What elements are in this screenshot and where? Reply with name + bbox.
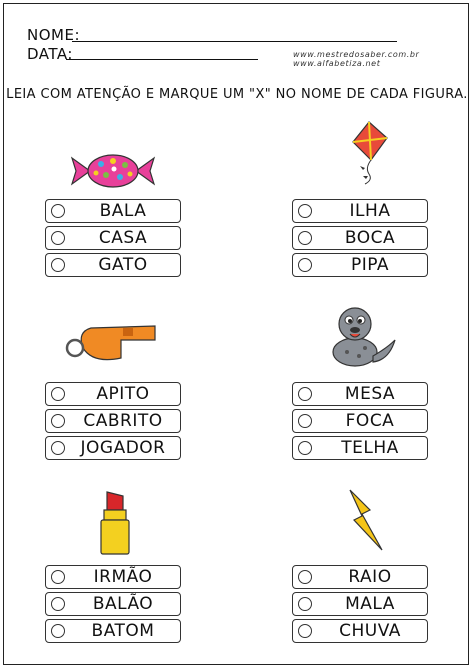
option-casa[interactable] xyxy=(45,226,181,250)
option-label: CABRITO xyxy=(83,411,163,431)
kite-icon xyxy=(335,120,395,188)
site-url-1: www.mestredosaber.com.br xyxy=(293,50,420,59)
date-label: DATA: xyxy=(27,45,73,63)
option-label: BALA xyxy=(99,201,147,221)
lipstick-icon xyxy=(98,490,132,556)
option-label: CASA xyxy=(98,228,148,248)
radio-circle[interactable] xyxy=(51,414,65,428)
name-label: NOME: xyxy=(27,26,81,44)
exercise-seal xyxy=(292,382,428,463)
option-label: BALÃO xyxy=(92,594,154,614)
radio-circle[interactable] xyxy=(298,441,312,455)
radio-circle[interactable] xyxy=(298,387,312,401)
seal-icon xyxy=(325,300,397,372)
option-label: ILHA xyxy=(349,201,391,221)
radio-circle[interactable] xyxy=(51,441,65,455)
option-gato[interactable] xyxy=(45,253,181,277)
option-label: PIPA xyxy=(350,255,390,275)
radio-circle[interactable] xyxy=(51,597,65,611)
option-batom[interactable] xyxy=(45,619,181,643)
option-label: APITO xyxy=(96,384,150,404)
radio-circle[interactable] xyxy=(51,624,65,638)
option-label: MESA xyxy=(344,384,396,404)
radio-circle[interactable] xyxy=(298,570,312,584)
option-label: FOCA xyxy=(345,411,395,431)
site-url-2: www.alfabetiza.net xyxy=(293,59,381,68)
radio-circle[interactable] xyxy=(298,597,312,611)
radio-circle[interactable] xyxy=(298,258,312,272)
date-field[interactable] xyxy=(66,59,258,60)
option-mala[interactable] xyxy=(292,592,428,616)
radio-circle[interactable] xyxy=(298,624,312,638)
option-label: MALA xyxy=(345,594,395,614)
candy-icon xyxy=(68,150,158,192)
lightning-icon xyxy=(340,488,386,554)
option-label: GATO xyxy=(98,255,148,275)
option-foca[interactable] xyxy=(292,409,428,433)
option-raio[interactable] xyxy=(292,565,428,589)
radio-circle[interactable] xyxy=(298,231,312,245)
option-label: CHUVA xyxy=(339,621,401,641)
radio-circle[interactable] xyxy=(51,570,65,584)
option-label: BOCA xyxy=(344,228,396,248)
exercise-candy xyxy=(45,199,181,280)
option-cabrito[interactable] xyxy=(45,409,181,433)
name-field[interactable] xyxy=(72,41,397,42)
option-label: IRMÃO xyxy=(93,567,153,587)
radio-circle[interactable] xyxy=(51,204,65,218)
option-chuva[interactable] xyxy=(292,619,428,643)
option-jogador[interactable] xyxy=(45,436,181,460)
exercise-lightning xyxy=(292,565,428,646)
option-ilha[interactable] xyxy=(292,199,428,223)
radio-circle[interactable] xyxy=(298,204,312,218)
option-balao[interactable] xyxy=(45,592,181,616)
exercise-kite xyxy=(292,199,428,280)
option-irmao[interactable] xyxy=(45,565,181,589)
whistle-icon xyxy=(63,318,163,366)
radio-circle[interactable] xyxy=(298,414,312,428)
option-label: BATOM xyxy=(91,621,155,641)
exercise-whistle xyxy=(45,382,181,463)
option-bala[interactable] xyxy=(45,199,181,223)
option-telha[interactable] xyxy=(292,436,428,460)
option-mesa[interactable] xyxy=(292,382,428,406)
exercise-lipstick xyxy=(45,565,181,646)
option-pipa[interactable] xyxy=(292,253,428,277)
option-label: JOGADOR xyxy=(80,438,166,458)
option-boca[interactable] xyxy=(292,226,428,250)
radio-circle[interactable] xyxy=(51,231,65,245)
radio-circle[interactable] xyxy=(51,258,65,272)
option-label: RAIO xyxy=(348,567,392,587)
radio-circle[interactable] xyxy=(51,387,65,401)
option-apito[interactable] xyxy=(45,382,181,406)
option-label: TELHA xyxy=(341,438,399,458)
instruction-text: LEIA COM ATENÇÃO E MARQUE UM "X" NO NOME DE CADA FIGURA. xyxy=(6,87,468,102)
